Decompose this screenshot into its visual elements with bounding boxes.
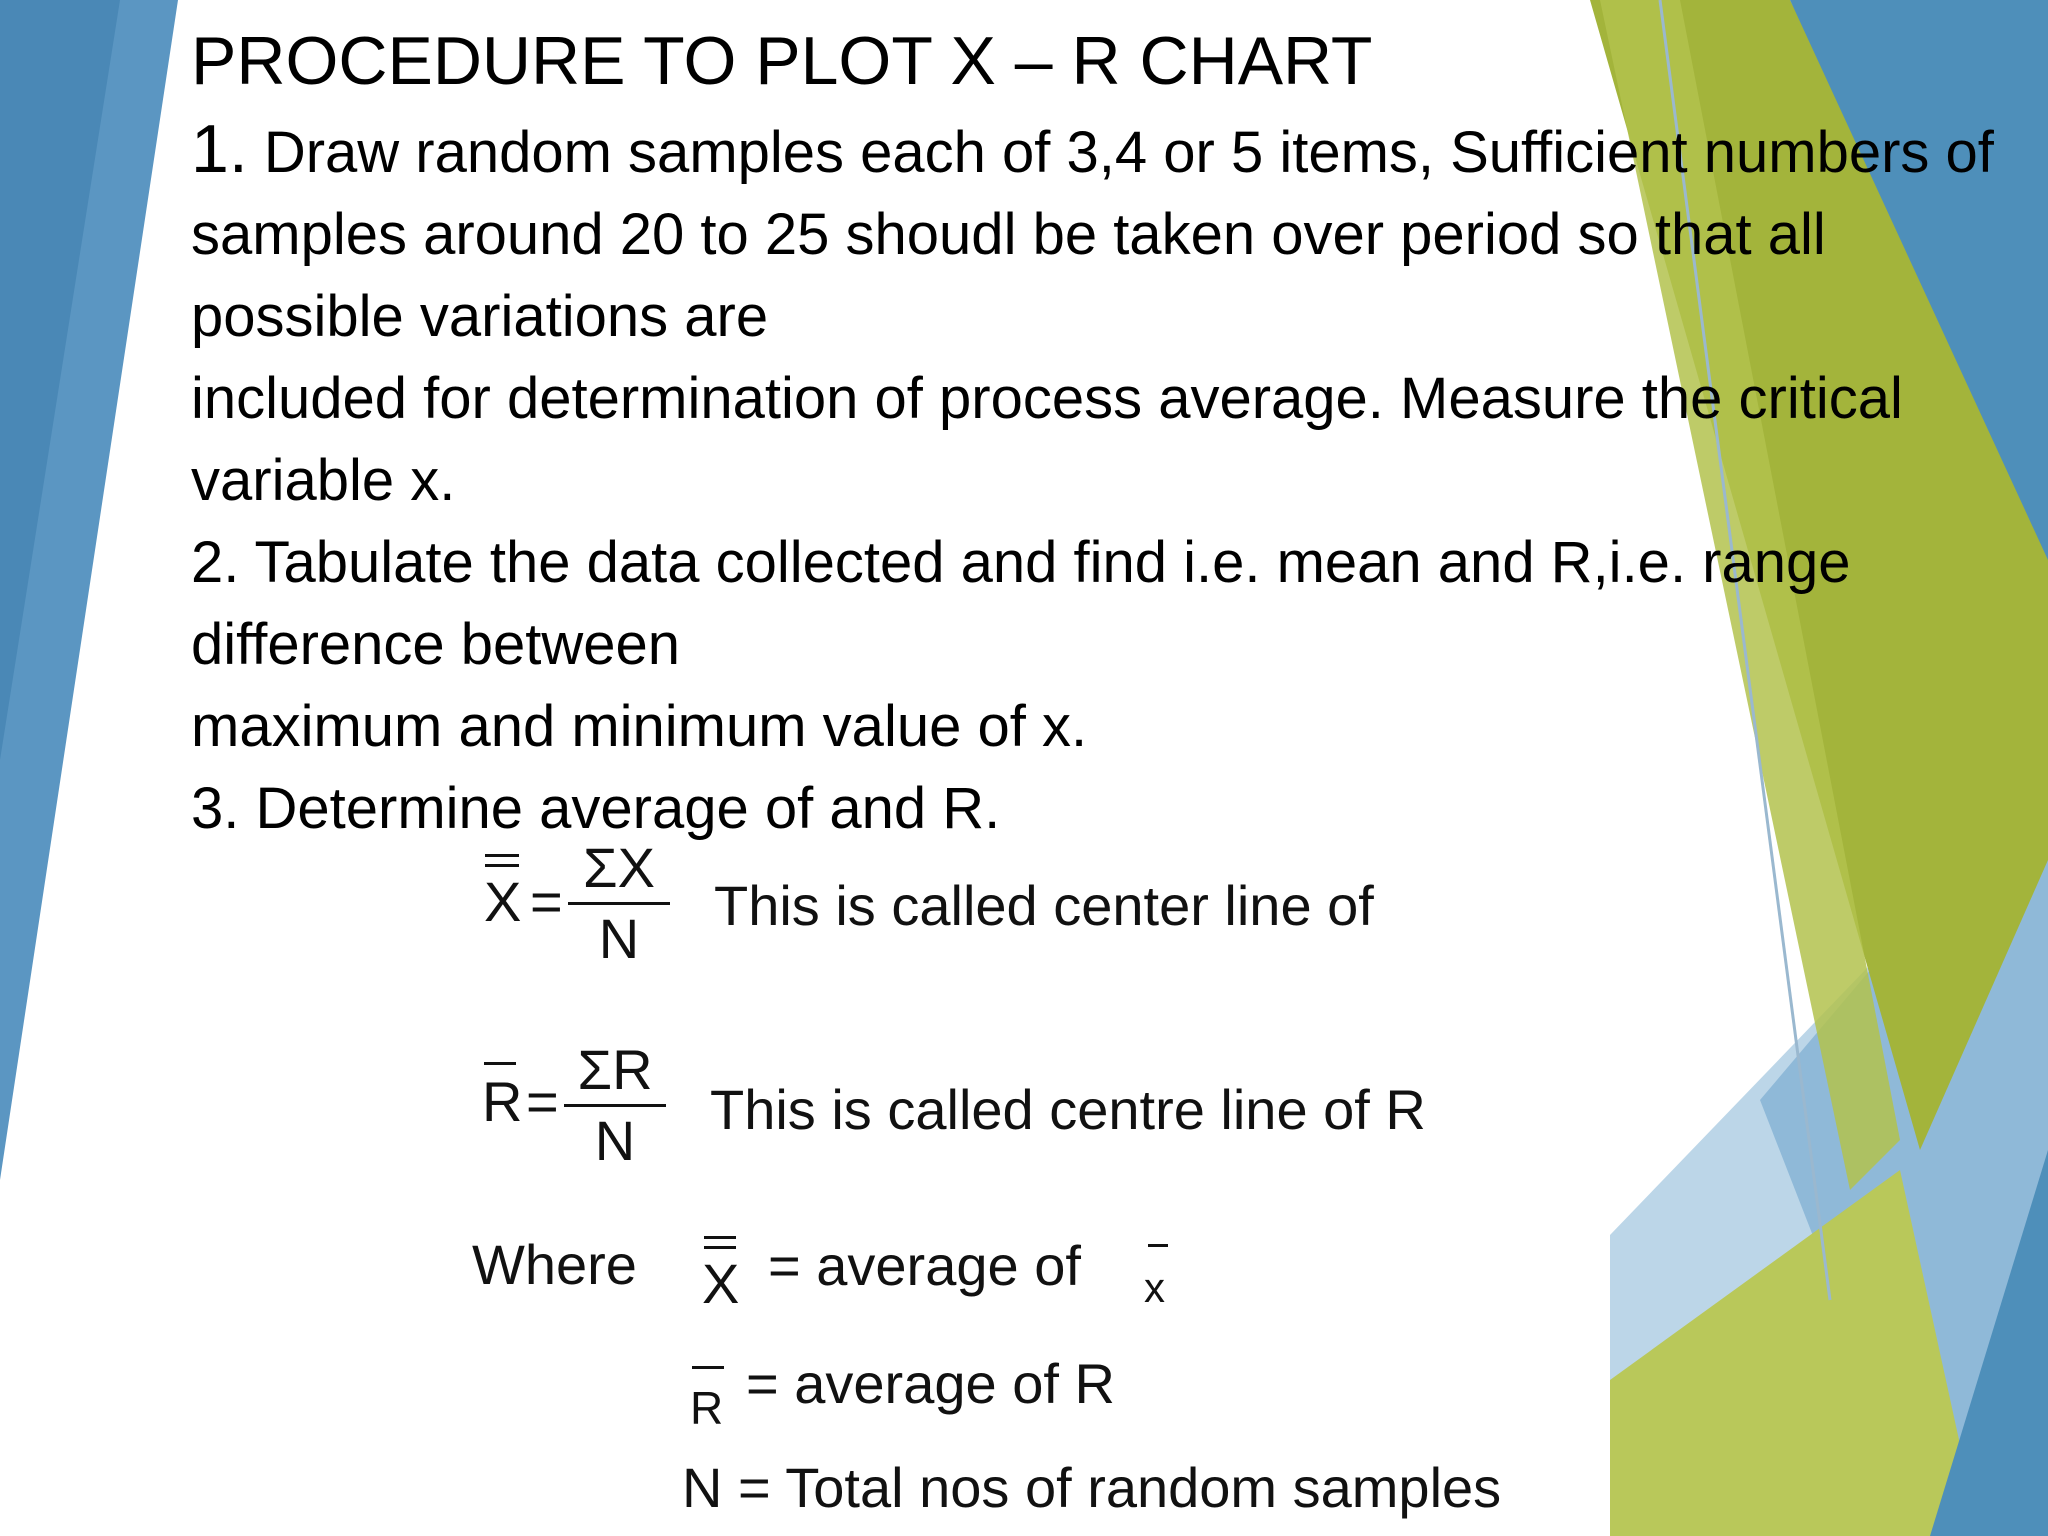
xbar-fraction bbox=[568, 838, 670, 969]
rbar-description: This is called centre line of R bbox=[710, 1078, 1426, 1141]
where-x-symbol: x bbox=[1144, 1264, 1165, 1311]
where-rbar-overbar bbox=[692, 1366, 724, 1369]
step-1 bbox=[191, 108, 2011, 358]
where-rbar-text: = average of R bbox=[746, 1352, 1115, 1415]
where-rbar-symbol: R bbox=[690, 1382, 724, 1434]
step-2-text-b: maximum and minimum value of x. bbox=[191, 694, 1088, 759]
rbar-denominator: N bbox=[594, 1109, 636, 1172]
where-xbar-overbar-2 bbox=[704, 1246, 736, 1249]
xbar-numerator: ΣX bbox=[583, 836, 655, 899]
xbar-denominator: N bbox=[598, 907, 640, 970]
step-1-text-a: Draw random samples each of 3,4 or 5 items, Sufficient numbers of samples around 20 to 25 shoudl be taken over period so that all possible variations are bbox=[191, 120, 1994, 349]
where-x-overbar bbox=[1148, 1244, 1168, 1247]
rbar-overbar bbox=[484, 1062, 516, 1065]
formula-image bbox=[460, 836, 1610, 1530]
xbar-equals: = bbox=[530, 870, 563, 933]
xbar-fraction-bar bbox=[568, 902, 670, 905]
where-xbar-text: = average of bbox=[768, 1234, 1081, 1297]
rbar-numerator: ΣR bbox=[577, 1038, 653, 1101]
xbar-description: This is called center line of bbox=[714, 874, 1374, 937]
xbar-overbar-2 bbox=[485, 864, 519, 867]
where-n-text: N = Total nos of random samples bbox=[682, 1456, 1502, 1519]
step-1-text-b: included for determination of process average. Measure the critical variable x. bbox=[191, 366, 1903, 513]
xbar-symbol: X bbox=[484, 870, 522, 933]
where-xbar-overbar-1 bbox=[704, 1236, 736, 1239]
rbar-equals: = bbox=[526, 1070, 559, 1133]
step-3-text: 3. Determine average of and R. bbox=[191, 776, 1001, 841]
xbar-overbar-1 bbox=[485, 854, 519, 857]
rbar-fraction bbox=[564, 1040, 666, 1171]
rbar-fraction-bar bbox=[564, 1104, 666, 1107]
step-2-text-a: 2. Tabulate the data collected and find i.e. mean and R,i.e. range difference between bbox=[191, 530, 1851, 677]
slide-text bbox=[191, 14, 2011, 850]
where-xbar-symbol: X bbox=[702, 1252, 740, 1315]
slide-title: PROCEDURE TO PLOT X – R CHART bbox=[191, 23, 1373, 99]
step-1-number: 1. bbox=[191, 111, 248, 187]
rbar-symbol: R bbox=[482, 1070, 523, 1133]
where-label: Where bbox=[472, 1233, 637, 1296]
